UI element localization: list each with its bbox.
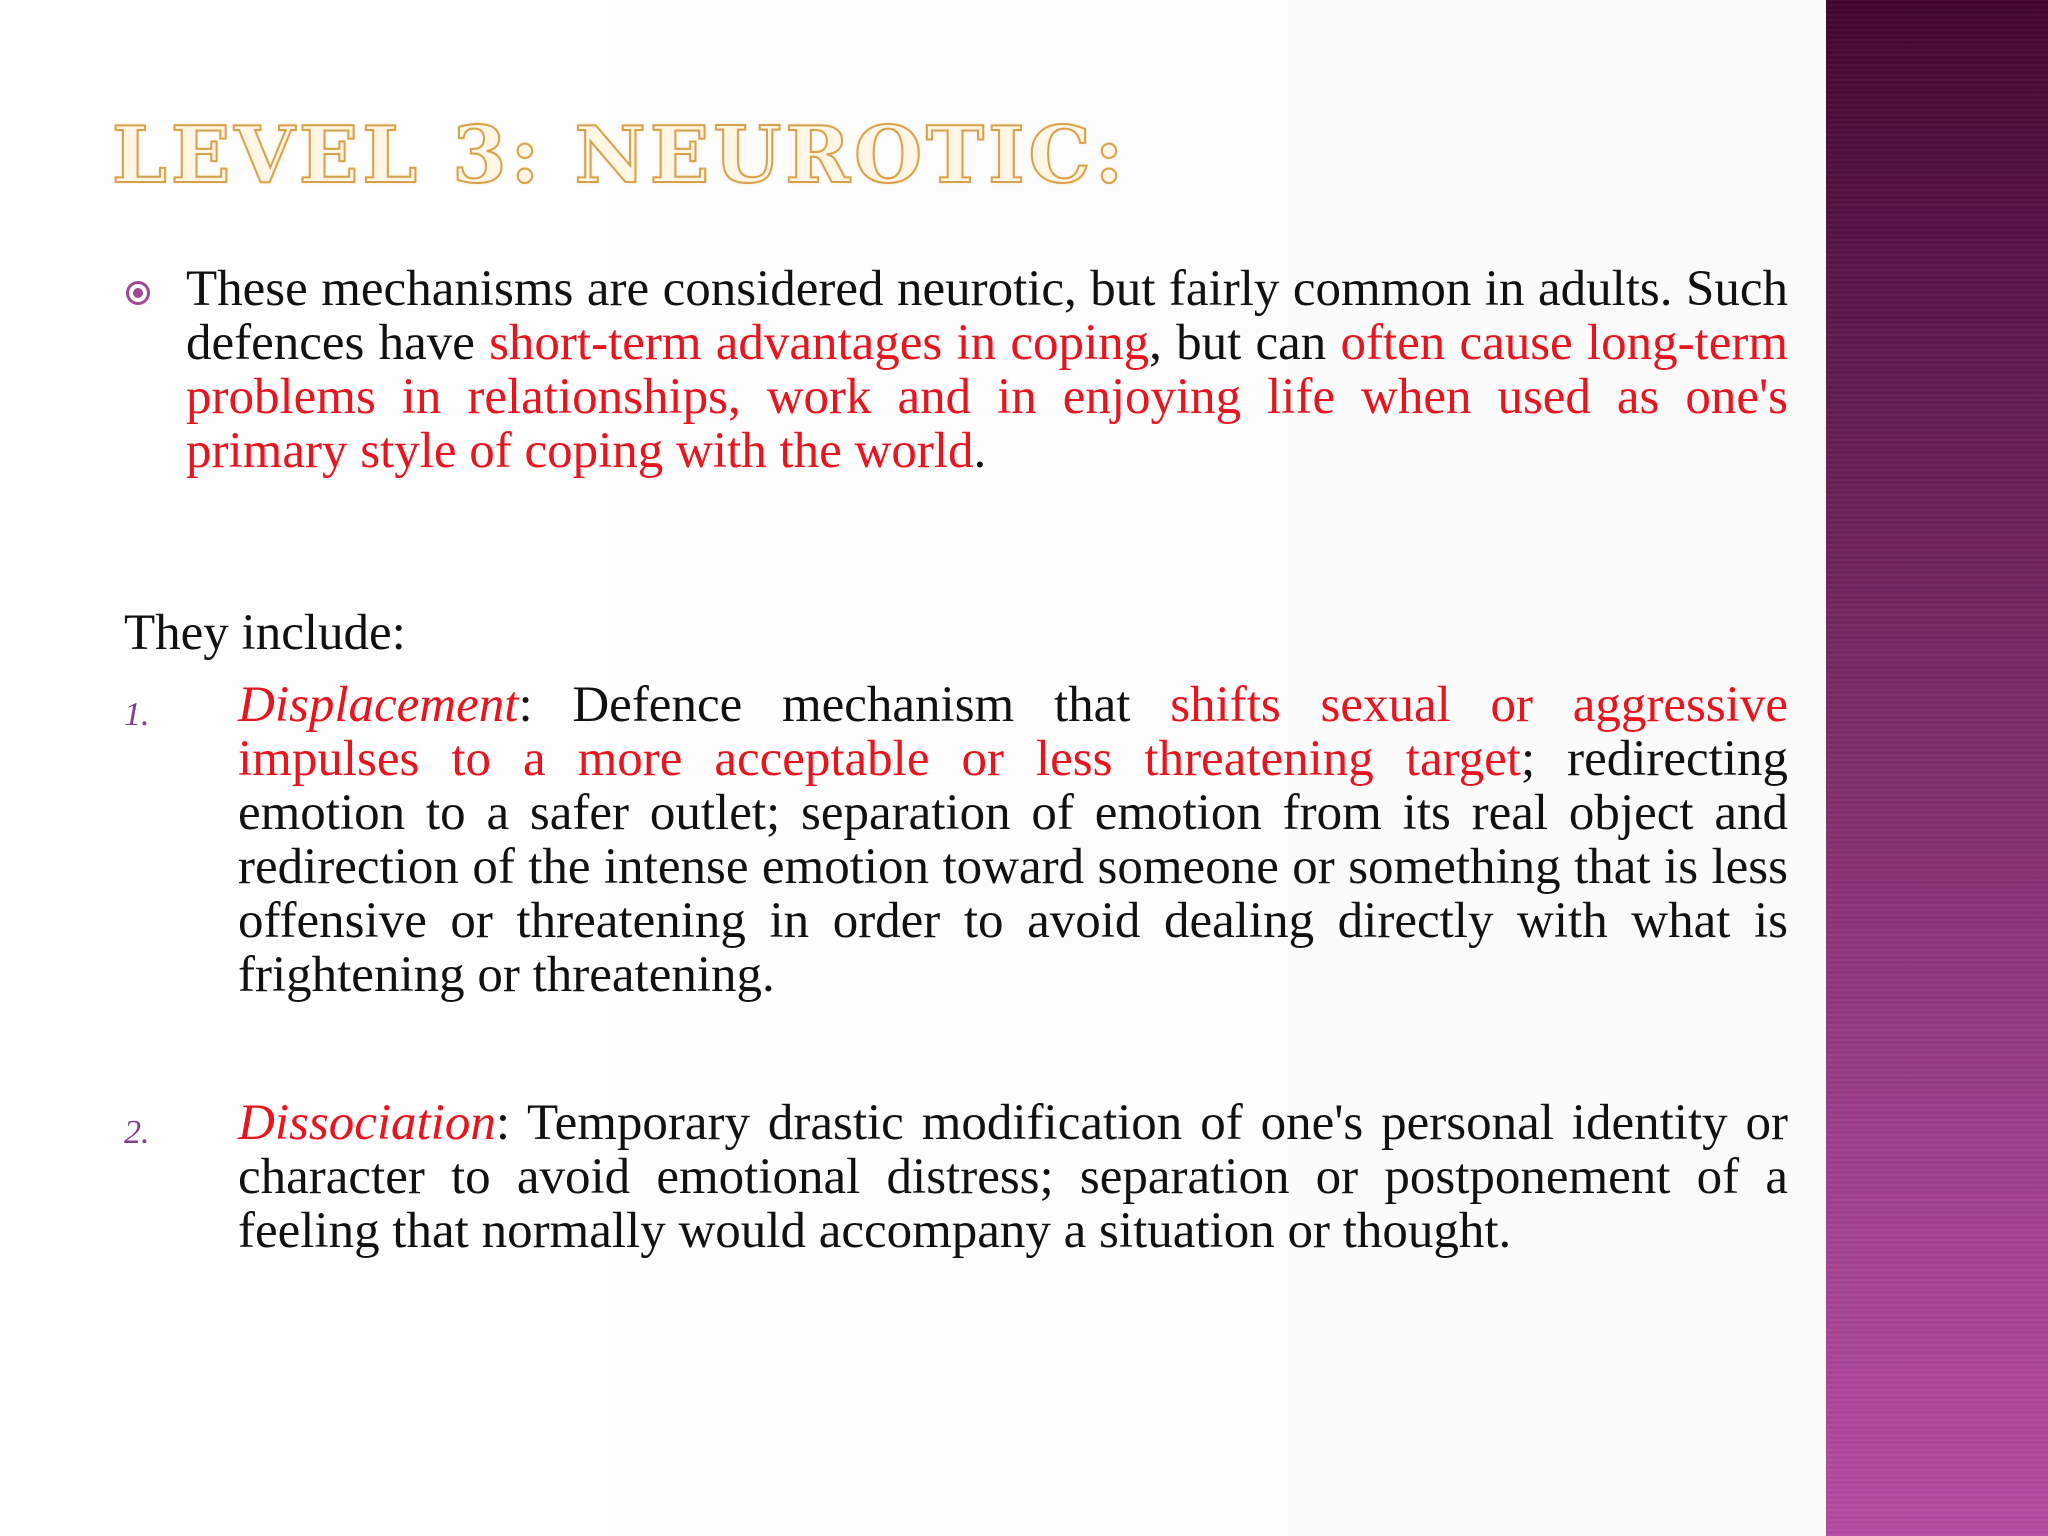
list-number: 1. [124,696,150,733]
decorative-sidebar [1826,0,2048,1536]
include-label: They include: [124,605,406,661]
intro-highlight-1: short-term advantages in coping [489,315,1150,371]
intro-text-1: These mechanisms are considered neurotic, but fairly common in adults. Such defences have [186,261,1788,371]
intro-text-2: , but can [1149,315,1341,371]
circle-bullet-icon [126,281,150,305]
intro-text-3: . [973,423,987,479]
term-displacement: Displacement [238,677,519,733]
displacement-description: ; redirecting emotion to a safer outlet; separation of emotion from its real object and redirection of the intense emotion toward someone or something that is less offensive or threatening in order to avoid dealing directly with what is frightening or threatening. [238,731,1788,1003]
term-separator: : [495,1095,527,1151]
slide-title: LEVEL 3: NEUROTIC: [112,110,1128,201]
term-dissociation: Dissociation [238,1095,496,1151]
intro-highlight-2: often cause long-term problems in relationships, work and in enjoying life when used as one's primary style of coping with the world [186,315,1789,479]
term-separator: : Defence mechanism that [518,677,1171,733]
dissociation-description: Temporary drastic modification of one's personal identity or character to avoid emotional distress; separation or postponement of a feeling that normally would accompany a situation or thought. [238,1095,1788,1259]
list-item-text [238,1096,1788,1258]
intro-paragraph [186,262,1788,478]
list-item-text [238,678,1788,1002]
displacement-highlight: shifts sexual or aggressive impulses to a more acceptable or less threatening target [238,677,1788,787]
list-number: 2. [124,1114,150,1151]
